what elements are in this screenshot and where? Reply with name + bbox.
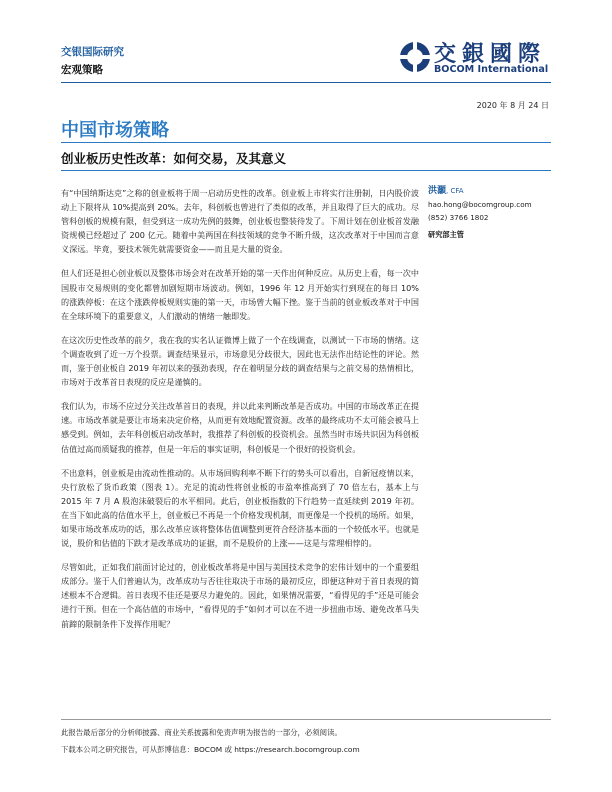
paragraph: 我们认为，市场不应过分关注改革首日的表现，并以此来判断改革是否成功。中国的市场改革正在提速。市场改革就是要让市场来决定价格，从而更有效地配置资源。改革的最终成功不太可能会被马上感受到。例如，去年科创板启动改革时，我推荐了科创板的投资机会。虽然当时市场共识因为科创板估值过高而质疑我的推荐，但是一年后的事实证明，科创板是一个很好的投资机会。 — [61, 401, 419, 454]
logo-chinese-text: 交銀國際 — [434, 41, 547, 67]
paragraph: 尽管如此，正如我们前面讨论过的，创业板改革将是中国与美国技术竞争的宏伟计划中的一个重要组成部分。鉴于人们普遍认为，改革成功与否往往取决于市场的最初反应，即便这种对于首日表现的简述根本不合逻辑。首日表现不佳还是要尽力避免的。因此，如果情况需要，“看得见的手”还是可能会进行干预。但在一个高估值的市场中，“看得见的手”如何才可以在不进一步扭曲市场、避免改革马失前蹄的限制条件下发挥作用呢？ — [61, 562, 419, 629]
bocom-logo — [398, 39, 558, 79]
report-body — [61, 186, 419, 641]
brand-label: 交银国际研究 — [61, 46, 124, 58]
footer-divider — [61, 719, 551, 720]
paragraph: 在这次历史性改革的前夕，我在我的实名认证微博上做了一个在线调查，以测试一下市场的情绪。这个调查收到了近一万个投票。调查结果显示，市场意见分歧很大，因此也无法作出结论性的评论。然而，鉴于创业板自 2019 年初以来的强劲表现，存在着明显分歧的调查结果与之前交易的热情相比，市场对于改革首日表现的反应是谨慎的。 — [61, 334, 419, 388]
author-block — [428, 184, 558, 241]
author-name: 洪灝 — [428, 186, 447, 196]
author-role: 研究部主管 — [428, 230, 464, 239]
header-divider — [61, 82, 551, 83]
bocom-logo-icon — [398, 39, 432, 75]
report-date: 2020 年 8 月 24 日 — [476, 101, 549, 110]
disclaimer-text: 此报告最后部分的分析师披露、商业关系披露和免责声明为报告的一部分，必须阅读。 — [61, 728, 342, 737]
headline: 创业板历史性改革：如何交易，及其意义 — [61, 151, 287, 166]
download-info[interactable]: 下载本公司之研究报告，可从彭博信息：BOCOM 或 https://research.bocomgroup.com — [61, 745, 360, 754]
author-phone: (852) 3766 1802 — [428, 213, 489, 222]
logo-english-text: BOCOM International — [434, 64, 549, 75]
page-title: 中国市场策略 — [61, 120, 169, 141]
author-credential: , CFA — [446, 187, 464, 195]
section-label: 宏观策略 — [61, 64, 103, 76]
headline-divider — [61, 170, 551, 171]
author-email[interactable]: hao.hong@bocomgroup.com — [428, 200, 532, 209]
paragraph: 有“中国纳斯达克”之称的创业板将于周一启动历史性的改革。创业板上市将实行注册制，日内股价波动上下限将从 10%提高到 20%。去年，科创板也曾进行了类似的改革，并且取得了巨大的成功。尽管科创板的规模有限，但受到这一成功先例的鼓舞，创业板也整装待发了。下周计划在创业板首发融资规模已经超过了 200 亿元。随着中美两国在科技领域的竞争不断升级，这次改革对于中国而言意义深远。毕竟，要技术领先就需要资金——而且是大量的资金。 — [61, 188, 419, 255]
paragraph: 但人们还是担心创业板以及整体市场会对在改革开始的第一天作出何种反应。从历史上看，每一次中国股市交易规则的变化都曾加剧短期市场波动。例如，1996 年 12 月开始实行到现在的每日 10%的涨跌停板：在这个涨跌停板规则实施的第一天，市场曾大幅下挫。鉴于当前的创业板改革对于中国在全球环境下的重要意义，人们激动的情绪一触即发。 — [61, 268, 419, 321]
title-divider — [61, 142, 551, 143]
paragraph: 不出意料，创业板是由流动性推动的。从市场回购利率不断下行的势头可以看出，自新冠疫情以来，央行放松了货币政策（图表 1）。充足的流动性将创业板的市盈率推高到了 70 倍左右，基本上与 2015 年 7 月 A 股泡沫破裂后的水平相同。此后，创业板指数的下行趋势一直延续到 2019 年初。在当下如此高的估值水平上，创业板已不再是一个价格发现机制，而更像是一个投机的场所。如果，如果市场改革成功的话，那么改革应该将整体估值调整到更符合经济基本面的一个较低水平。也就是说，股价和估值的下跌才是改革成功的证据，而不是股价的上涨——这是与常理相悖的。 — [61, 467, 419, 549]
